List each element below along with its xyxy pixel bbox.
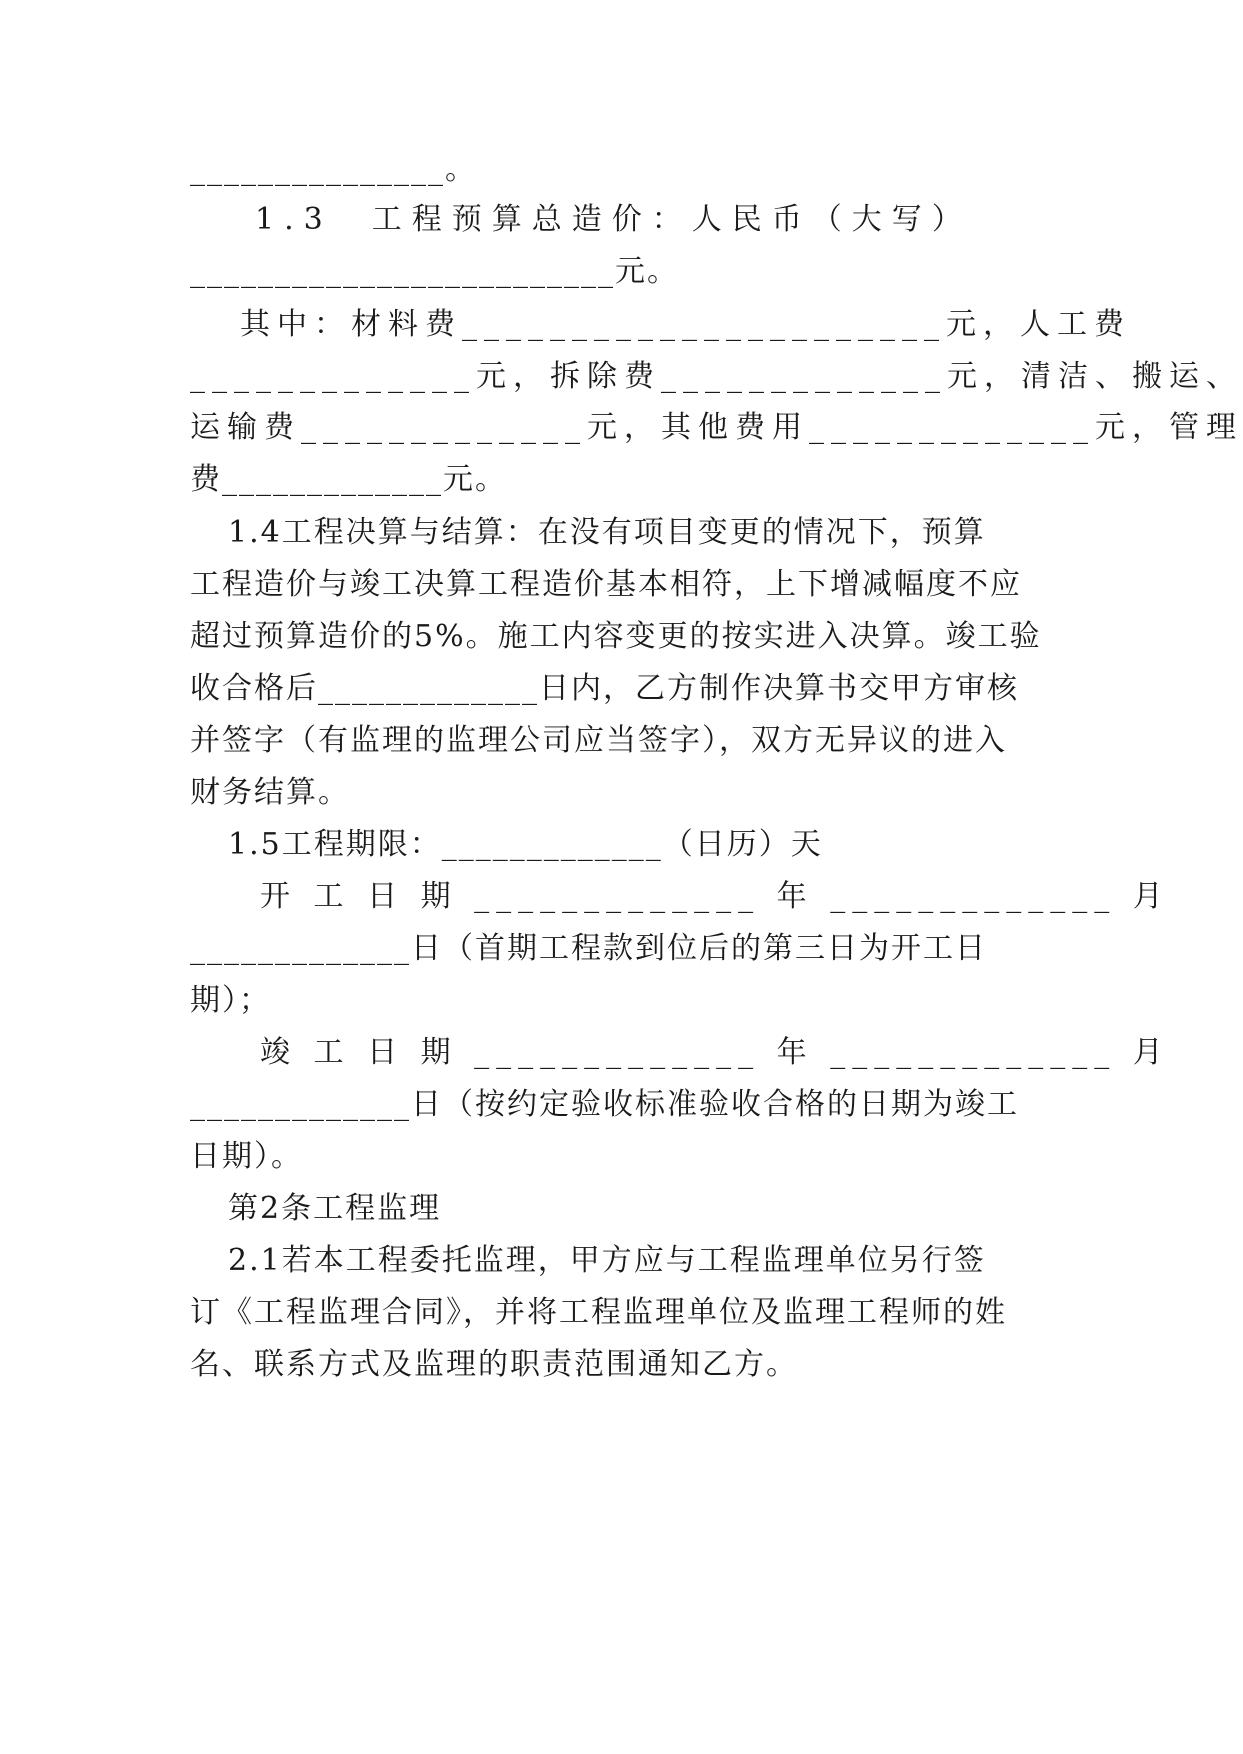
text-line: 财务结算。 xyxy=(190,775,350,810)
text-line: 期）； xyxy=(190,983,271,1018)
start-date-line: 开 工 日 期 _____________ 年 _____________ 月 xyxy=(260,879,1170,914)
text-line: 并签字（有监理的监理公司应当签字），双方无异议的进入 xyxy=(190,723,1007,758)
text-line: _____________日（按约定验收标准验收合格的日期为竣工 xyxy=(190,1087,1019,1122)
section-2-1-heading: 2.1若本工程委托监理，甲方应与工程监理单位另行签 xyxy=(228,1243,986,1278)
text-line: _____________元，拆除费_____________元，清洁、搬运、 xyxy=(190,359,1243,394)
text-line: 工程造价与竣工决算工程造价基本相符，上下增减幅度不应 xyxy=(190,567,1022,602)
section-1-4-heading: 1.4工程决算与结算：在没有项目变更的情况下，预算 xyxy=(228,515,986,550)
text-line: _______________。 xyxy=(190,152,477,187)
text-line: 收合格后_____________日内，乙方制作决算书交甲方审核 xyxy=(190,671,1019,706)
completion-date-line: 竣 工 日 期 _____________ 年 _____________ 月 xyxy=(260,1035,1170,1070)
text-line: _____________日（首期工程款到位后的第三日为开工日 xyxy=(190,931,987,966)
text-line: 名、联系方式及监理的职责范围通知乙方。 xyxy=(190,1347,798,1382)
text-line: 其中：材料费______________________元，人工费 xyxy=(240,307,1131,342)
article-2-heading: 第2条工程监理 xyxy=(228,1191,442,1226)
text-line: 超过预算造价的5%。施工内容变更的按实进入决算。竣工验 xyxy=(190,619,1042,654)
section-1-3-heading: 1.3 工程预算总造价：人民币（大写） xyxy=(255,202,972,237)
text-line: 日期）。 xyxy=(190,1139,303,1174)
text-line: 订《工程监理合同》，并将工程监理单位及监理工程师的姓 xyxy=(190,1295,1007,1330)
section-1-5-heading: 1.5工程期限：_____________（日历）天 xyxy=(228,827,823,862)
text-line: _________________________元。 xyxy=(190,254,679,289)
text-line: 费_____________元。 xyxy=(190,462,507,497)
text-line: 运输费_____________元，其他费用_____________元，管理 xyxy=(190,410,1243,445)
